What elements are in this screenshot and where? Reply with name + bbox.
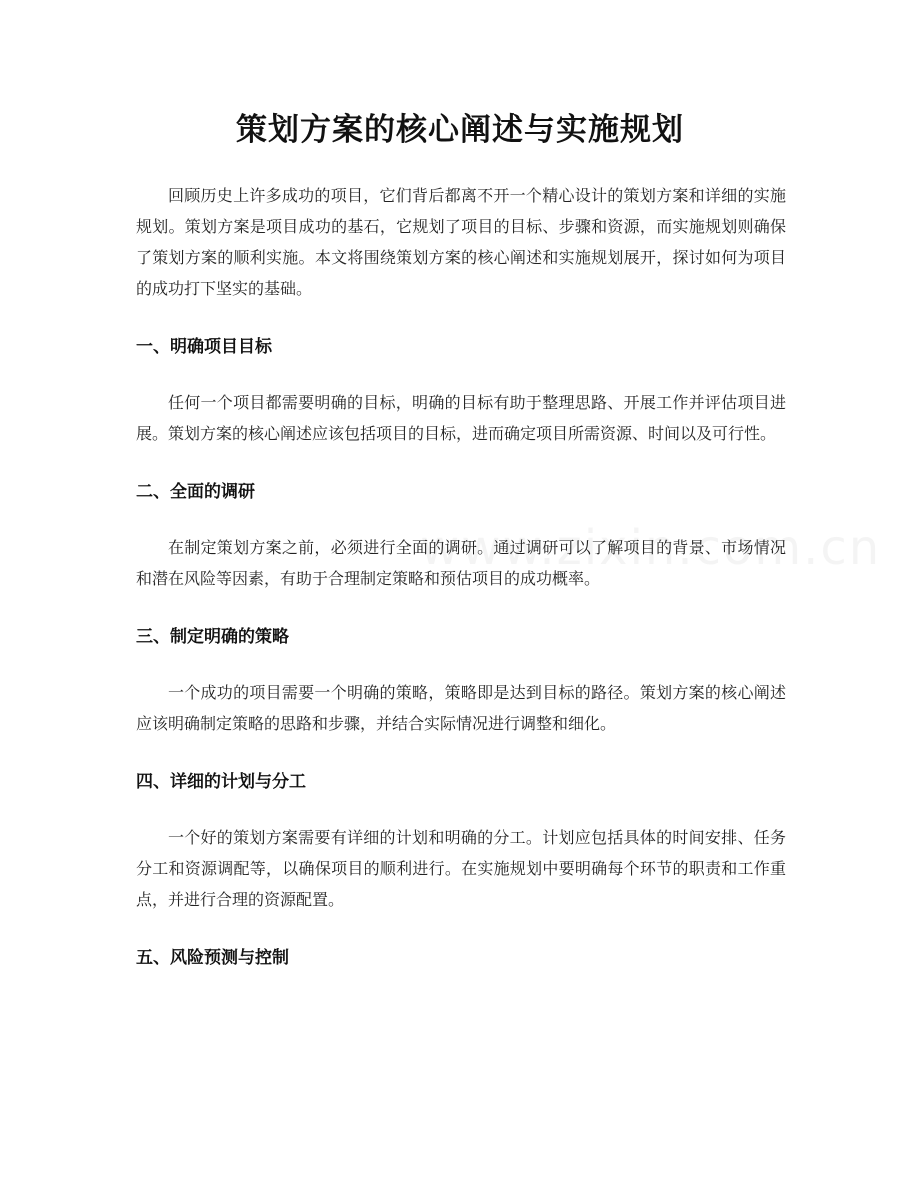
section-heading-1: 一、明确项目目标 [136, 337, 272, 357]
document-body [136, 180, 786, 973]
section-heading-5: 五、风险预测与控制 [136, 948, 289, 968]
section-heading-4: 四、详细的计划与分工 [136, 772, 306, 792]
section-heading-2: 二、全面的调研 [136, 482, 255, 502]
section-heading-3: 三、制定明确的策略 [136, 627, 289, 647]
section-body-3: 一个成功的项目需要一个明确的策略，策略即是达到目标的路径。策划方案的核心阐述应该明确制定策略的思路和步骤，并结合实际情况进行调整和细化。 [136, 683, 786, 733]
section-body-4: 一个好的策划方案需要有详细的计划和明确的分工。计划应包括具体的时间安排、任务分工和资源调配等，以确保项目的顺利进行。在实施规划中要明确每个环节的职责和工作重点，并进行合理的资源配置。 [136, 828, 786, 909]
section-body-1: 任何一个项目都需要明确的目标，明确的目标有助于整理思路、开展工作并评估项目进展。策划方案的核心阐述应该包括项目的目标，进而确定项目所需资源、时间以及可行性。 [136, 393, 786, 443]
document-title: 策划方案的核心阐述与实施规划 [236, 112, 684, 148]
intro-paragraph: 回顾历史上许多成功的项目，它们背后都离不开一个精心设计的策划方案和详细的实施规划。策划方案是项目成功的基石，它规划了项目的目标、步骤和资源，而实施规划则确保了策划方案的顺利实施。本文将围绕策划方案的核心阐述和实施规划展开，探讨如何为项目的成功打下坚实的基础。 [136, 186, 786, 298]
section-body-2: 在制定策划方案之前，必须进行全面的调研。通过调研可以了解项目的背景、市场情况和潜在风险等因素，有助于合理制定策略和预估项目的成功概率。 [136, 538, 786, 588]
